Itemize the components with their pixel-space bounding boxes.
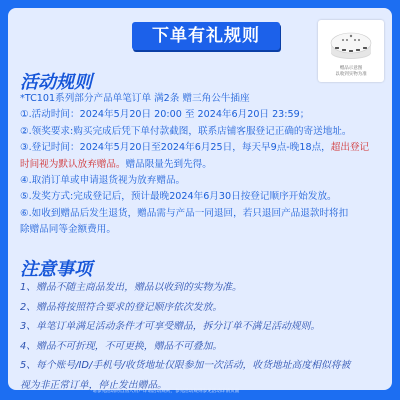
rule-text: 除赠品同等金额费用。	[20, 224, 116, 236]
rule-line	[20, 190, 384, 203]
rule-text: 赠品限量先到先得。	[125, 158, 212, 170]
rule-line	[20, 207, 384, 220]
rule-text: ③.登记时间：2024年5月20日至2024年6月25日，每天早9点-晚18点，	[20, 142, 331, 154]
notice-line: 5、每个账号/ID/手机号/收货地址仅限参加一次活动，收货地址高度相似将被	[20, 360, 351, 371]
rule-line	[20, 108, 384, 121]
page-title: 下单有礼规则	[152, 26, 260, 46]
rule-text: ④.取消订单或申请退货视为放弃赠品。	[20, 175, 186, 186]
rule-line	[20, 125, 384, 138]
notice-line: 1、赠品不随主商品发出，赠品以收到的实物为准。	[20, 282, 242, 293]
rule-text-highlight: 时间视为默认放弃赠品。	[20, 158, 126, 170]
rule-line	[20, 92, 384, 105]
rule-text: ②.领奖要求:购买完成后凭下单付款截图，联系店铺客服登记正确的寄送地址。	[20, 125, 352, 137]
rule-text: *TC101系列部分产品单笔订单 满2条 赠三角公牛插座	[20, 93, 250, 104]
gift-image-card	[318, 20, 384, 82]
title-banner	[132, 22, 280, 50]
rule-text: ①.活动时间：2024年5月20日 20:00 至 2024年6月20日 23:59；	[20, 109, 310, 121]
rule-line	[20, 141, 384, 154]
notice-line: 3、单笔订单满足活动条件才可享受赠品，拆分订单不满足活动规则。	[20, 321, 321, 332]
notice-line: 视为非正常订单，停止发出赠品。	[20, 379, 167, 390]
rules-card	[8, 8, 392, 390]
notice-line: 4、赠品不可折现，不可更换，赠品不可叠加。	[20, 340, 223, 352]
notice-heading: 注意事项	[20, 259, 92, 280]
rule-text: ⑥.如收到赠品后发生退货，赠品需与产品一同退回，若只退回产品退款时将扣	[20, 207, 349, 219]
gift-caption-2: 以收到实物为准	[335, 72, 367, 77]
notice-line: 2、赠品将按照符合要求的登记顺序依次发放。	[20, 301, 223, 313]
power-strip-icon	[329, 23, 373, 61]
rule-text-highlight: 超出登记	[330, 142, 370, 154]
rule-line	[20, 174, 384, 187]
rule-line	[20, 158, 384, 171]
footnote: *请参见活动的自然人用户详请活动规则，参见活动规则参见活动详情页面	[90, 389, 240, 394]
rules-heading: 活动规则	[20, 72, 92, 93]
rule-text: ⑤.发奖方式:完成登记后，预计最晚2024年6月30日按登记顺序开始发放。	[20, 191, 337, 203]
rule-line	[20, 223, 384, 236]
gift-caption-1: 赠品示意图	[339, 66, 363, 71]
